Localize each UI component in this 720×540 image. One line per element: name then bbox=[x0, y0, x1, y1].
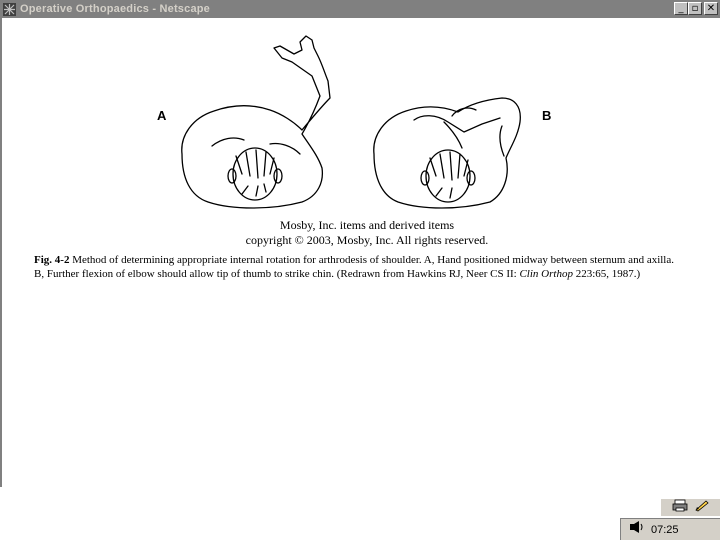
copyright-credit bbox=[202, 218, 532, 248]
tray-quick-launch bbox=[660, 498, 720, 516]
speaker-icon[interactable] bbox=[629, 520, 645, 539]
shoulder-illustration bbox=[152, 26, 572, 226]
caption-label: Fig. 4-2 bbox=[34, 254, 70, 266]
panel-label-a: A bbox=[157, 108, 167, 123]
restore-button[interactable]: ▫ bbox=[688, 2, 702, 15]
netscape-icon[interactable] bbox=[2, 2, 16, 16]
credit-line-2: copyright © 2003, Mosby, Inc. All rights reserved. bbox=[245, 233, 489, 247]
caption-body: Method of determining appropriate internal rotation for arthrodesis of shoulder. A, Hand positioned midway between sternum and axilla. B, Further flexion of elbow should allow tip of thumb to strike chin. (Redrawn from Hawkins RJ, Neer CS II: bbox=[34, 254, 674, 280]
credit-line-1: Mosby, Inc. items and derived items bbox=[279, 218, 455, 232]
printer-icon[interactable] bbox=[672, 499, 688, 517]
minimize-button[interactable]: _ bbox=[674, 2, 688, 15]
figure-caption bbox=[34, 253, 684, 281]
window-title: Operative Orthopaedics - Netscape bbox=[20, 3, 210, 15]
system-tray bbox=[620, 518, 720, 540]
caption-tail: 223:65, 1987.) bbox=[572, 268, 641, 280]
pencil-icon[interactable] bbox=[694, 499, 710, 517]
panel-label-b: B bbox=[542, 108, 552, 123]
caption-journal: Clin Orthop bbox=[519, 268, 573, 280]
taskbar-clock[interactable]: 07:25 bbox=[651, 523, 679, 536]
close-button[interactable]: ✕ bbox=[704, 2, 718, 15]
window-controls bbox=[674, 2, 718, 15]
page-content bbox=[0, 18, 720, 487]
title-bar bbox=[0, 0, 720, 18]
